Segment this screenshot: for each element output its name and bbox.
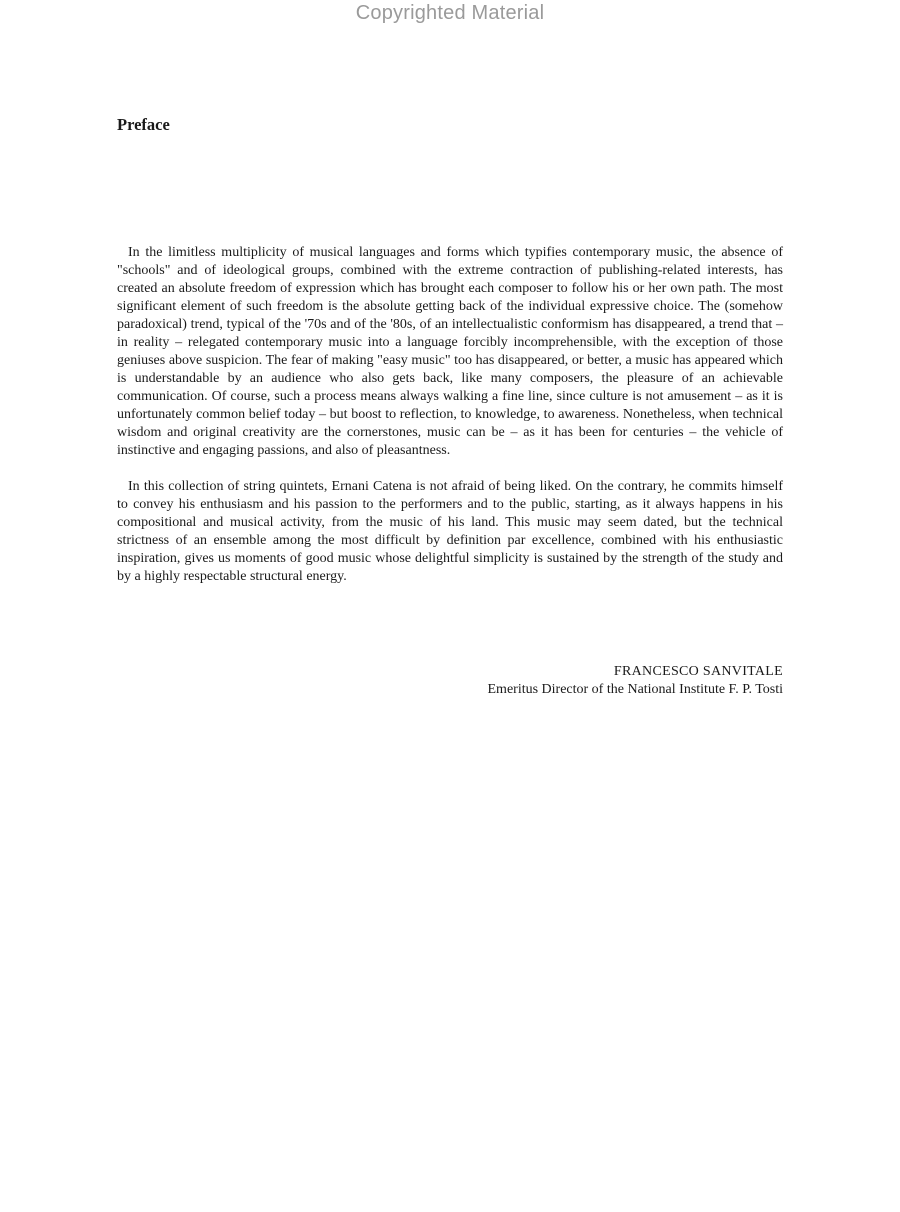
signature-name: FRANCESCO SANVITALE — [613, 664, 783, 679]
paragraph: In the limitless multiplicity of musical languages and forms which typifies contemporary music, the absence of "schools" and of ideological groups, combined with the extreme contraction of publishing-related interests, has created an absolute freedom of expression which has brought each composer to follow his or her own path. The most significant element of such freedom is the absolute getting back of the individual expressive choice. The (somehow paradoxical) trend, typical of the '70s and of the '80s, of an intellectualistic conformism has disappeared, a trend that – in reality – relegated contemporary music into a language forcibly incomprehensible, with the exception of those geniuses above suspicion. The fear of making "easy music" too has disappeared, or better, a music has appeared which is understandable by an audience who also gets back, like many composers, the pleasure of an achievable communication. Of course, such a process means always walking a fine line, since culture is not amusement – as it is unfortunately common belief today – but boost to reflection, to knowledge, to awareness. Nonetheless, when technical wisdom and original creativity are the cornerstones, music can be – as it has been for centuries – the vehicle of instinctive and engaging passions, and also of pleasantness. — [117, 245, 783, 458]
page-title: Preface — [117, 115, 170, 134]
copyright-watermark: Copyrighted Material — [355, 2, 545, 24]
signature-block — [488, 663, 784, 699]
signature-role: Emeritus Director of the National Institute F. P. Tosti — [487, 682, 783, 697]
paragraph: In this collection of string quintets, Ernani Catena is not afraid of being liked. On the contrary, he commits himself to convey his enthusiasm and his passion to the performers and to the public, starting, as it always happens in his compositional and musical activity, from the music of his land. This music may seem dated, but the technical strictness of an ensemble among the most difficult by definition par excellence, combined with his enthusiastic inspiration, gives us moments of good music whose delightful simplicity is sustained by the strength of the study and by a highly respectable structural energy. — [117, 479, 783, 584]
preface-body — [117, 244, 783, 586]
